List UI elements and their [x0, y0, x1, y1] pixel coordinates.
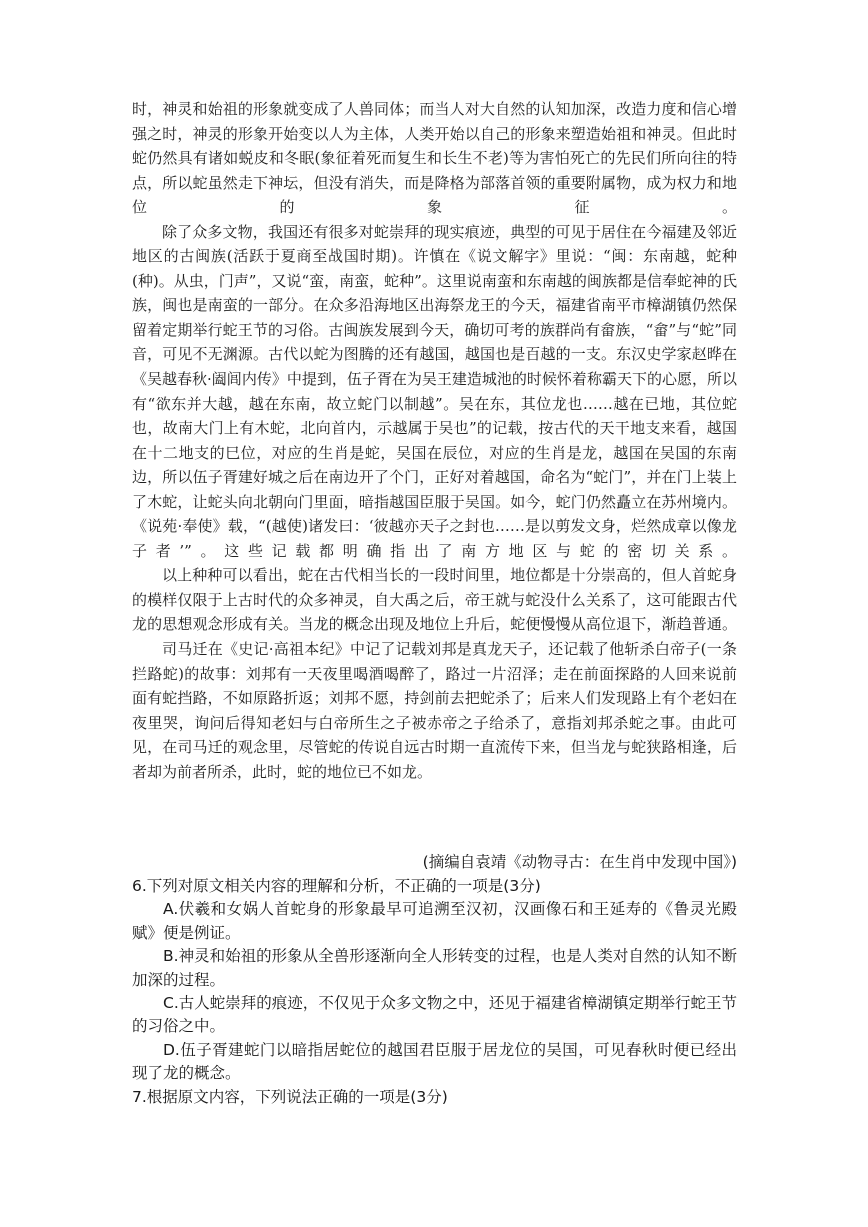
questions-section — [132, 875, 737, 1109]
question-6-option-b: B.神灵和始祖的形象从全兽形逐渐向全人形转变的过程，也是人类对自然的认知不断加深的过程。 — [132, 947, 737, 989]
question-6-option-d: D.伍子胥建蛇门以暗指居蛇位的越国君臣服于居龙位的吴国，可见春秋时便已经出现了龙的概念。 — [132, 1040, 737, 1083]
question-6-stem: 6.下列对原文相关内容的理解和分析，不正确的一项是(3分) — [132, 877, 541, 895]
question-6-option-c: C.古人蛇崇拜的痕迹，不仅见于众多文物之中，还见于福建省樟湖镇定期举行蛇王节的习俗之中。 — [132, 994, 737, 1036]
question-7-stem: 7.根据原文内容，下列说法正确的一项是(3分) — [132, 1087, 448, 1106]
paragraph-2: 除了众多文物，我国还有很多对蛇崇拜的现实痕迹，典型的可见于居住在今福建及邻近地区的古闽族(活跃于夏商至战国时期)。许慎在《说文解字》里说：“闽：东南越，蛇种(种)。从虫，门声”，又说“蛮，南蛮，蛇种”。这里说南蛮和东南越的闽族都是信奉蛇神的氏族，闽也是南蛮的一部分。在众多沿海地区出海祭龙王的今天，福建省南平市樟湖镇仍然保留着定期举行蛇王节的习俗。古闽族发展到今天，确切可考的族群尚有畲族，“畲”与“蛇”同音，可见不无渊源。古代以蛇为图腾的还有越国，越国也是百越的一支。东汉史学家赵晔在《吴越春秋·阖闾内传》中提到，伍子胥在为吴王建造城池的时候怀着称霸天下的心愿，所以有“欲东并大越，越在东南，故立蛇门以制越”。吴在东，其位龙也……越在已地，其位蛇也，故南大门上有木蛇，北向首内，示越属于吴也”的记载，按古代的天干地支来看，越国在十二地支的巳位，对应的生肖是蛇，吴国在辰位，对应的生肖是龙，越国在吴国的东南边，所以伍子胥建好城之后在南边开了个门，正好对着越国，命名为“蛇门”，并在门上装上了木蛇，让蛇头向北朝向门里面，暗指越国臣服于吴国。如今，蛇门仍然矗立在苏州境内。《说苑·奉使》载，“(越使)诸发曰：‘彼越亦天子之封也……是以剪发文身，烂然成章以像龙子者’”。这些记载都明确指出了南方地区与蛇的密切关系。 — [132, 222, 737, 560]
paragraph-3: 以上种种可以看出，蛇在古代相当长的一段时间里，地位都是十分崇高的，但人首蛇身的模样仅限于上古时代的众多神灵，自大禹之后，帝王就与蛇没什么关系了，这可能跟古代龙的思想观念形成有关。当龙的概念出现及地位上升后，蛇便慢慢从高位退下，渐趋普通。 — [132, 566, 737, 634]
paragraph-1: 时，神灵和始祖的形象就变成了人兽同体；而当人对大自然的认知加深，改造力度和信心增强之时，神灵的形象开始变以人为主体，人类开始以自己的形象来塑造始祖和神灵。但此时蛇仍然具有诸如蜕皮和冬眠(象征着死而复生和长生不老)等为害怕死亡的先民们所向往的特点，所以蛇虽然走下神坛，但没有消失，而是降格为部落首领的重要附属物，成为权力和地位的象征。 — [132, 100, 737, 217]
question-6-option-a: A.伏羲和女娲人首蛇身的形象最早可追溯至汉初，汉画像石和王延寿的《鲁灵光殿赋》便是例证。 — [132, 900, 737, 942]
article-passage — [132, 97, 737, 784]
source-citation: (摘编自袁靖《动物寻古：在生肖中发现中国》) — [422, 853, 737, 871]
paragraph-4: 司马迁在《史记·高祖本纪》中记了记载刘邦是真龙天子，还记载了他斩杀白帝子(一条拦路蛇)的故事：刘邦有一天夜里喝酒喝醉了，路过一片沼泽；走在前面探路的人回来说前面有蛇挡路，不如原路折返；刘邦不愿，持剑前去把蛇杀了；后来人们发现路上有个老妇在夜里哭，询问后得知老妇与白帝所生之子被赤帝之子给杀了，意指刘邦杀蛇之事。由此可见，在司马迁的观念里，尽管蛇的传说自远古时期一直流传下来，但当龙与蛇狭路相逢，后者却为前者所杀，此时，蛇的地位已不如龙。 — [132, 640, 737, 781]
